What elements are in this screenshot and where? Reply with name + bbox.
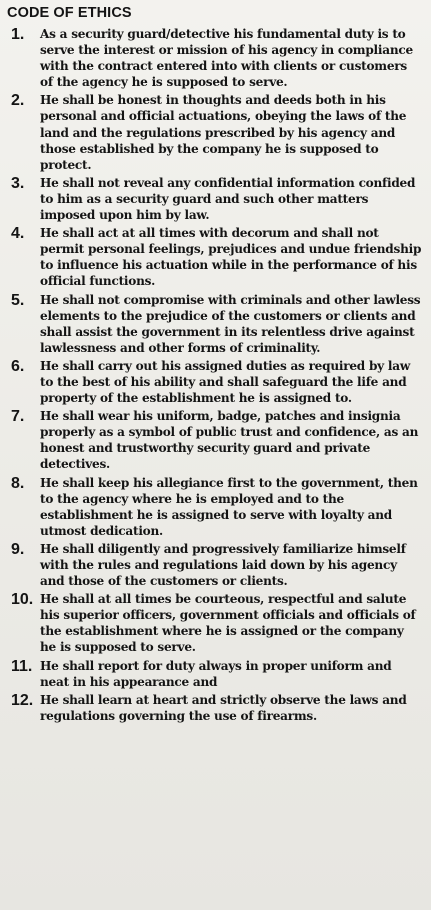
- item-text: He shall carry out his assigned duties as required by law to the best of his ability and shall safeguard the life and property of the establishment he is assigned to.: [40, 358, 410, 406]
- list-item: [7, 292, 423, 356]
- item-number: 2.: [11, 92, 25, 110]
- item-text: He shall diligently and progressively familiarize himself with the rules and regulations laid down by his agency and those of the customers or clients.: [40, 541, 406, 589]
- item-number: 8.: [11, 474, 25, 492]
- list-item: [7, 692, 423, 724]
- item-number: 7.: [11, 408, 25, 426]
- item-text: He shall learn at heart and strictly observe the laws and regulations governing the use of firearms.: [40, 692, 407, 723]
- item-text: He shall act at all times with decorum and shall not permit personal feelings, prejudices and undue friendship to influence his actuation while in the performance of his official functions.: [40, 226, 422, 289]
- list-item: [7, 541, 423, 589]
- list-item: [7, 175, 423, 223]
- item-number: 12.: [11, 691, 34, 709]
- item-text: He shall at all times be courteous, respectful and salute his superior officers, government officials and officials of the establishment where he is assigned or the company he is supposed to serve.: [40, 592, 416, 655]
- item-text: He shall not reveal any confidential information confided to him as a security guard and such other matters imposed upon him by law.: [40, 175, 416, 223]
- list-item: [7, 358, 423, 406]
- item-number: 4.: [11, 225, 25, 243]
- list-item: [7, 658, 423, 690]
- item-number: 3.: [11, 174, 25, 192]
- page-title: CODE OF ETHICS: [7, 5, 132, 21]
- list-item: [7, 408, 423, 472]
- item-text: He shall be honest in thoughts and deeds both in his personal and official actuations, obeying the laws of the land and the regulations prescribed by his agency and those established by the company he is supposed to protect.: [40, 93, 407, 172]
- list-item: [7, 591, 423, 655]
- item-number: 10.: [11, 591, 34, 609]
- item-text: As a security guard/detective his fundamental duty is to serve the interest or mission of his agency in compliance with the contract entered into with clients or customers of the agency he is supposed to serve.: [40, 27, 413, 90]
- list-item: [7, 92, 423, 172]
- item-number: 6.: [11, 357, 25, 375]
- item-text: He shall keep his allegiance first to the government, then to the agency where he is employed and to the establishment he is assigned to serve with loyalty and utmost dedication.: [40, 475, 418, 538]
- item-number: 5.: [11, 291, 25, 309]
- item-text: He shall not compromise with criminals and other lawless elements to the prejudice of the customers or clients and shall assist the government in its relentless drive against lawlessness and other forms of criminality.: [40, 292, 421, 355]
- item-text: He shall report for duty always in proper uniform and neat in his appearance and: [40, 658, 392, 689]
- item-number: 11.: [11, 657, 33, 675]
- item-number: 9.: [11, 540, 25, 558]
- list-item: [7, 26, 423, 90]
- list-item: [7, 225, 423, 289]
- list-item: [7, 475, 423, 539]
- item-number: 1.: [11, 26, 25, 43]
- item-text: He shall wear his uniform, badge, patches and insignia properly as a symbol of public trust and confidence, as an honest and trustworthy security guard and private detectives.: [40, 409, 419, 472]
- ethics-list: [7, 26, 423, 724]
